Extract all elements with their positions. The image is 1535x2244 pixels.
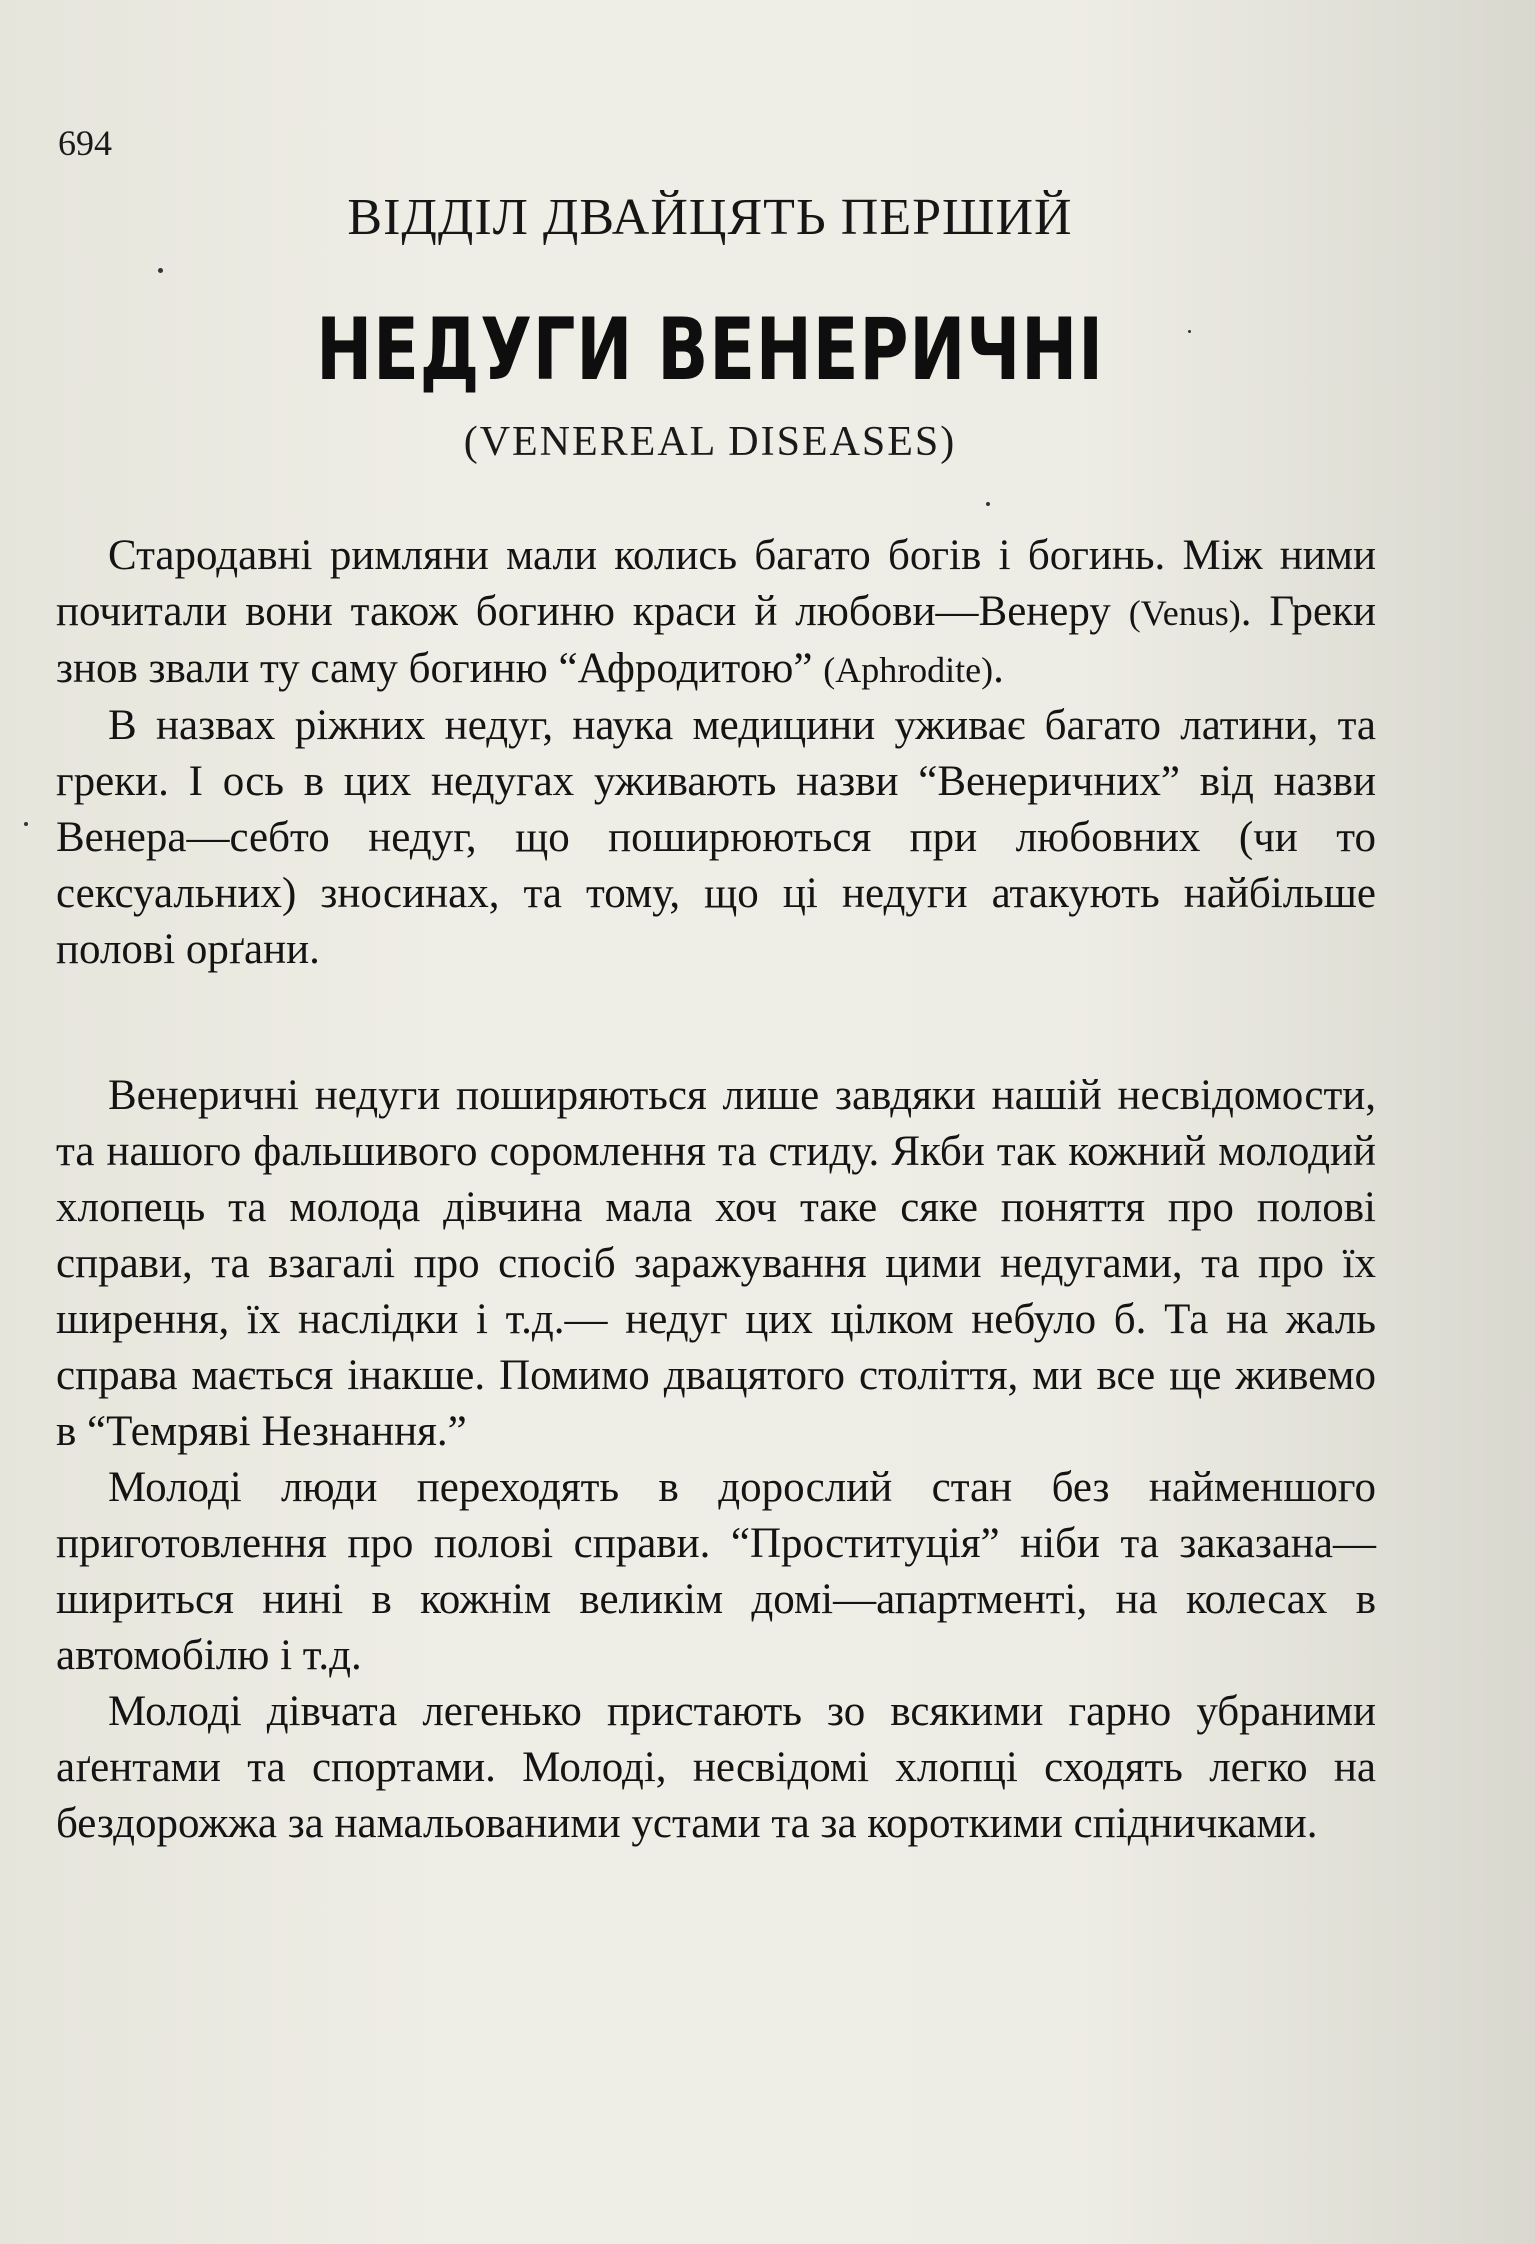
- paragraph-4: Молоді люди переходять в дорослий стан без найменшого приготовлення про полові справи. “Проституція” ніби та заказана—шириться нині в кожнім великім домі—апартменті, на колесах в автомобілю і т.д.: [56, 1464, 1376, 1679]
- chapter-title: НЕДУГИ ВЕНЕРИЧНІ: [316, 300, 1104, 400]
- print-speck: [1188, 330, 1191, 333]
- print-speck: [986, 502, 990, 506]
- paragraph-1-text-e: .: [993, 645, 1004, 692]
- paragraph-5: Молоді дівчата легенько пристають зо всякими гарно убраними аґентами та спортами. Молоді, несвідомі хлопці сходять легко на бездорожжа за намальованими устами та за короткими спідничками.: [56, 1688, 1376, 1847]
- paragraph-gap: [56, 978, 1376, 1068]
- latin-term-aphrodite: (Aphrodite): [823, 650, 994, 690]
- latin-term-venus: (Venus): [1128, 593, 1241, 633]
- chapter-subtitle: (VENEREAL DISEASES): [463, 419, 957, 465]
- print-speck: [24, 822, 28, 826]
- paragraph-3: Венеричні недуги поширяються лише завдяки нашій несвідомости, та нашого фальшивого соромлення та стиду. Якби так кожний молодий хлопець та молода дівчина мала хоч таке сяке поняття про полові справи, та взагалі про спосіб заражування цими недугами, та про їх ширення, їх наслідки і т.д.— недуг цих цілком небуло б. Та на жаль справа мається інакше. Помимо двацятого століття, ми все ще живемо в “Темряві Незнання.”: [56, 1072, 1376, 1455]
- paragraph-2: В назвах ріжних недуг, наука медицини уживає багато латини, та греки. І ось в цих недугах уживають назви “Венеричних” від назви Венера—себто недуг, що поширюються при любовних (чи то сексуальних) зносинах, та тому, що ці недуги атакують найбільше полові орґани.: [56, 702, 1376, 973]
- paragraph-1-text-c: . Греки знов звали ту саму богиню “Афродитою”: [56, 588, 1376, 692]
- paragraph-1: [56, 528, 1376, 698]
- chapter-body: [56, 528, 1376, 1852]
- print-speck: [158, 268, 163, 273]
- page-number: 694: [58, 123, 112, 163]
- paragraph-1-text-a: Стародавні римляни мали колись багато богів і богинь. Між ними почитали вони також богиню краси й любови—Венеру: [56, 532, 1376, 635]
- section-title: ВІДДІЛ ДВАЙЦЯТЬ ПЕРШИЙ: [347, 189, 1073, 246]
